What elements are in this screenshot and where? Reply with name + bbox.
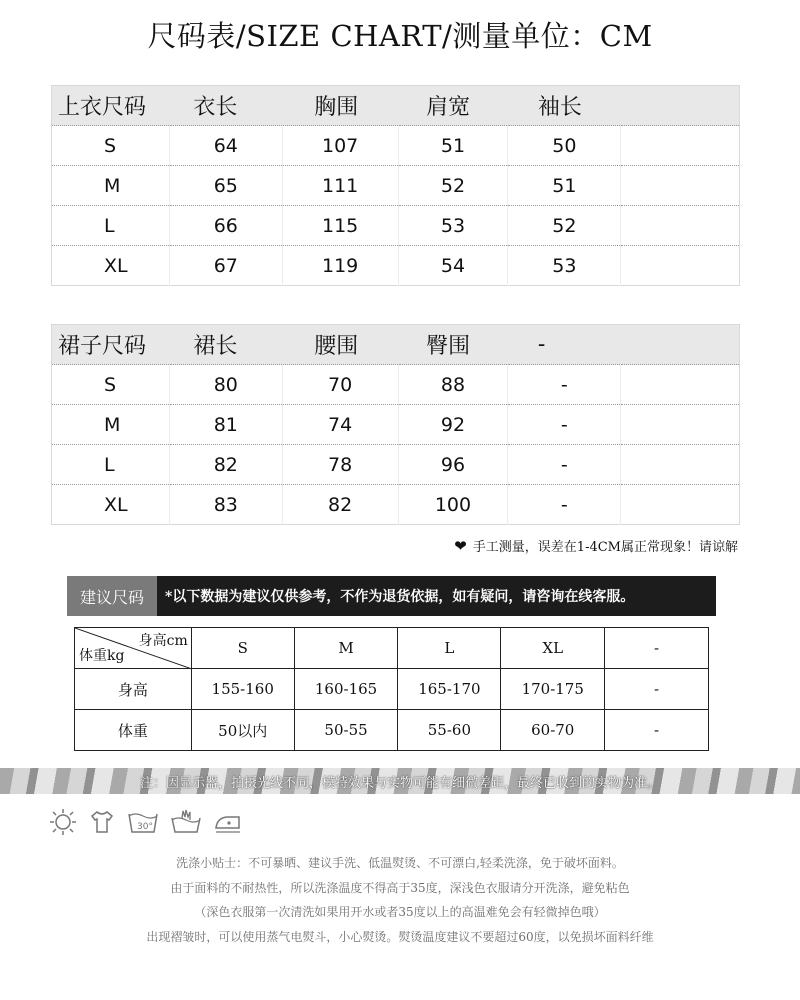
care-icons-row [49, 808, 243, 840]
value-cell [621, 485, 740, 525]
header-cell: 上衣尺码 [58, 95, 147, 120]
weight-axis-label: 体重kg [79, 648, 125, 664]
size-cell: M [52, 166, 170, 206]
wash-30-icon [127, 808, 159, 840]
recommend-size-table [74, 627, 709, 751]
value-cell: - [605, 669, 709, 710]
value-cell: 52 [398, 166, 508, 206]
value-cell: 165-170 [398, 669, 501, 710]
value-cell [621, 365, 740, 405]
value-cell: 78 [282, 445, 398, 485]
value-cell: - [508, 485, 621, 525]
care-tip-line: （深色衣服第一次清洗如果用开水或者35度以上的高温难免会有轻微掉色哦） [194, 905, 606, 919]
value-cell: 64 [169, 126, 282, 166]
header-cell: 衣长 [193, 95, 238, 120]
table-row [52, 405, 740, 445]
value-cell: 74 [282, 405, 398, 445]
value-cell: 155-160 [191, 669, 294, 710]
value-cell: 80 [169, 365, 282, 405]
value-cell [621, 405, 740, 445]
skirt-size-table [51, 324, 740, 525]
value-cell: 83 [169, 485, 282, 525]
header-cell [621, 86, 740, 126]
measurement-note [454, 536, 738, 555]
size-cell: S [52, 126, 170, 166]
value-cell [621, 166, 740, 206]
size-cell: S [52, 365, 170, 405]
value-cell: 160-165 [294, 669, 398, 710]
header-cell: S [191, 628, 294, 669]
value-cell [621, 246, 740, 286]
row-label-cell: 身高 [75, 669, 192, 710]
corner-header-cell [75, 628, 192, 669]
header-cell: 裙长 [193, 334, 238, 359]
header-cell: 裙子尺码 [58, 334, 147, 359]
no-sun-icon [49, 808, 77, 840]
table-row [75, 669, 709, 710]
header-cell: - [537, 332, 546, 357]
value-cell: 92 [398, 405, 508, 445]
value-cell: 115 [282, 206, 398, 246]
value-cell: 60-70 [501, 710, 605, 751]
size-cell: XL [52, 246, 170, 286]
row-label-cell: 体重 [75, 710, 192, 751]
header-cell: 肩宽 [426, 95, 471, 120]
value-cell: 50以内 [191, 710, 294, 751]
display-disclaimer: 注：因显示器，拍摄光线不同，模特效果与实物可能有细微差距，最终已收到的实物为准。 [139, 776, 660, 791]
header-cell: 臀围 [426, 334, 471, 359]
page-title: 尺码表/SIZE CHART/测量单位：CM [147, 19, 653, 53]
header-cell: M [294, 628, 398, 669]
table-row [52, 206, 740, 246]
header-cell: - [605, 628, 709, 669]
value-cell: 82 [169, 445, 282, 485]
value-cell [621, 126, 740, 166]
value-cell: 51 [508, 166, 621, 206]
recommend-banner [67, 576, 716, 616]
recommend-disclaimer: *以下数据为建议仅供参考，不作为退货依据，如有疑问，请咨询在线客服。 [165, 589, 635, 605]
size-cell: M [52, 405, 170, 445]
table-row [52, 445, 740, 485]
table-row [52, 365, 740, 405]
value-cell: 53 [508, 246, 621, 286]
value-cell: 53 [398, 206, 508, 246]
table-row [52, 246, 740, 286]
value-cell: - [508, 445, 621, 485]
table-header-row [52, 325, 740, 365]
header-cell: XL [501, 628, 605, 669]
table-header-row [52, 86, 740, 126]
value-cell: 119 [282, 246, 398, 286]
value-cell: 52 [508, 206, 621, 246]
value-cell: 50 [508, 126, 621, 166]
value-cell: 107 [282, 126, 398, 166]
value-cell: 67 [169, 246, 282, 286]
header-cell: 胸围 [314, 95, 359, 120]
header-cell: L [398, 628, 501, 669]
value-cell: 170-175 [501, 669, 605, 710]
value-cell: - [508, 365, 621, 405]
care-tips [0, 851, 800, 949]
header-cell: 腰围 [314, 334, 359, 359]
value-cell: 55-60 [398, 710, 501, 751]
size-cell: XL [52, 485, 170, 525]
value-cell: 111 [282, 166, 398, 206]
value-cell: - [605, 710, 709, 751]
value-cell: 70 [282, 365, 398, 405]
value-cell: 88 [398, 365, 508, 405]
value-cell: 66 [169, 206, 282, 246]
low-iron-icon [213, 808, 243, 840]
value-cell: 65 [169, 166, 282, 206]
care-tip-line: 出现褶皱时，可以使用蒸气电熨斗，小心熨烫。熨烫温度建议不要超过60度，以免损坏面料纤维 [146, 929, 654, 944]
care-tip-line: 由于面料的不耐热性，所以洗涤温度不得高于35度，深浅色衣服请分开洗涤，避免粘色 [170, 880, 630, 895]
value-cell: 82 [282, 485, 398, 525]
table-header-row [75, 628, 709, 669]
care-tip-line: 洗涤小贴士：不可暴晒、建议手洗、低温熨烫、不可漂白,轻柔洗涤，免于破坏面料。 [176, 856, 624, 870]
recommend-label: 建议尺码 [67, 576, 157, 616]
value-cell: 81 [169, 405, 282, 445]
table-row [52, 166, 740, 206]
value-cell [621, 445, 740, 485]
hand-wash-icon [170, 808, 202, 840]
size-cell: L [52, 445, 170, 485]
table-row [75, 710, 709, 751]
heart-icon: ❤ [454, 536, 467, 555]
header-cell: 袖长 [537, 95, 582, 120]
header-cell [621, 325, 740, 365]
size-cell: L [52, 206, 170, 246]
value-cell: 100 [398, 485, 508, 525]
value-cell: 51 [398, 126, 508, 166]
top-size-table [51, 85, 740, 286]
table-row [52, 126, 740, 166]
height-axis-label: 身高cm [138, 633, 188, 649]
hand-wash-shirt-icon [88, 808, 116, 840]
value-cell: 96 [398, 445, 508, 485]
value-cell: 50-55 [294, 710, 398, 751]
svg-text:30°: 30° [137, 822, 153, 832]
value-cell: 54 [398, 246, 508, 286]
measurement-note-text: 手工测量，误差在1-4CM属正常现象！请谅解 [472, 540, 738, 555]
value-cell: - [508, 405, 621, 445]
value-cell [621, 206, 740, 246]
table-row [52, 485, 740, 525]
